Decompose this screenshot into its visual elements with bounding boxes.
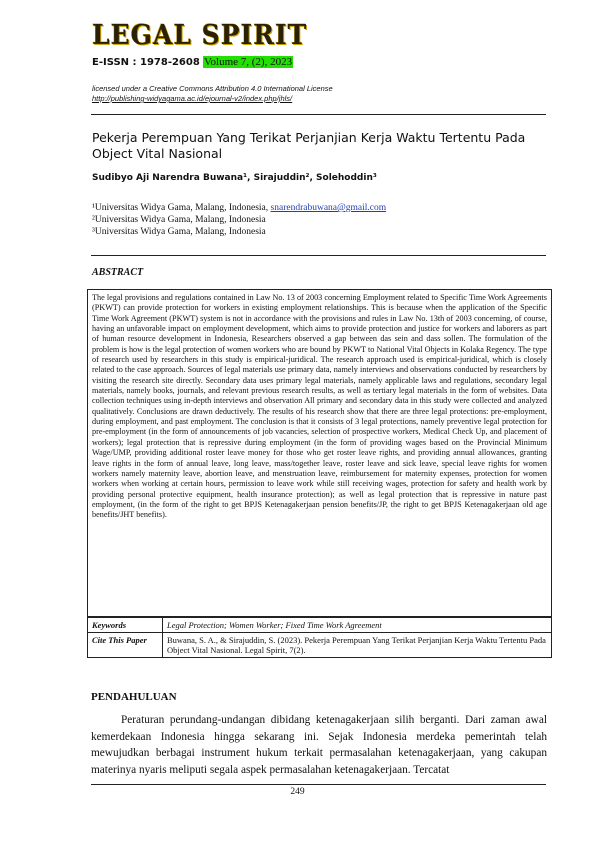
volume-badge: Volume 7, (2), 2023: [204, 56, 293, 68]
journal-url-link[interactable]: http://publishing-widyagama.ac.id/ejournal-v2/index.php/jhls/: [92, 94, 293, 103]
keywords-label: Keywords: [88, 618, 163, 633]
article-meta-table: [87, 617, 552, 658]
journal-masthead: LEGAL SPIRIT: [92, 19, 308, 51]
abstract-box: [87, 289, 552, 617]
author-email-link[interactable]: snarendrabuwana@gmail.com: [270, 203, 387, 213]
keywords-value: Legal Protection; Women Worker; Fixed Time Work Agreement: [163, 618, 552, 633]
license-text: licensed under a Creative Commons Attribution 4.0 International License: [92, 84, 333, 93]
cite-label: Cite This Paper: [88, 633, 163, 658]
cite-row: [88, 633, 552, 658]
section-title: PENDAHULUAN: [91, 691, 177, 703]
affiliation-2: ²Universitas Widya Gama, Malang, Indonesia: [92, 215, 266, 225]
abstract-top-divider: [91, 255, 546, 256]
page-number: 249: [290, 787, 305, 797]
issn-volume-line: [92, 56, 293, 68]
author-list: Sudibyo Aji Narendra Buwana¹, Sirajuddin², Solehoddin³: [92, 173, 377, 183]
issn: E-ISSN : 1978-2608: [92, 57, 200, 68]
footer-divider: [91, 784, 546, 785]
article-title: Pekerja Perempuan Yang Terikat Perjanjian Kerja Waktu Tertentu Pada Object Vital Nasional: [92, 130, 526, 161]
affiliation-1: ¹Universitas Widya Gama, Malang, Indonesia, snarendrabuwana@gmail.com: [92, 203, 387, 213]
intro-paragraph: Peraturan perundang-undangan dibidang ketenagakerjaan silih berganti. Dari zaman awal kemerdekaan Indonesia hingga sekarang ini. Sejak Indonesia merdeka pemerintah telah mewujudkan berbagai instrument hukum terkait permasalahan ketenagakerjaan, yang cakupan materinya nyaris meliputi segala aspek permasalahan ketenagakerjaan. Tercatat: [91, 714, 547, 776]
abstract-heading: ABSTRACT: [92, 267, 144, 278]
cite-value: Buwana, S. A., & Sirajuddin, S. (2023). Pekerja Perempuan Yang Terikat Perjanjian Kerja Waktu Tertentu Pada Object Vital Nasional. Legal Spirit, 7(2).: [163, 633, 552, 658]
abstract-text: The legal provisions and regulations contained in Law No. 13 of 2003 concerning Employment related to Specific Time Work Agreements (PKWT) can provide protection for workers in existing employment relationships. This is because when the application of the Specific Time Work Agreement (PKWT) system is not in accordance with the provisions and rules in Law No. 13th of 2003 concerning, of course, having an unfavorable impact on employment development, which aims to provide protection and justice for workers and laborers as part of human resource development in Indonesia, Researchers observed a gap between das sein and dass sollen. The formulation of the problem is how is the legal protection of women workers who are bound by PKWT to National Vital Objects in Kolaka Regency. The type of research used by researchers in this study is empirical-juridical. The research approach used is empirical-juridical, which is closely related to the case approach. Sources of legal materials use primary data, namely interviews and observations conducted by researchers by visiting the research site directly. Secondary data uses primary legal materials, namely applicable laws and regulations, secondary legal materials, namely books, journals, and relevant previous research results, as well as tertiary legal materials in the form of websites. Data collection techniques using in-depth interviews and observation All primary and secondary data in this study were collected and analyzed qualitatively. Conclusions are drawn deductively. The results of his research show that there are three legal protections: pre-employment, during employment, and past employment. The conclusion is that it consists of 3 legal protections, namely preventive legal protection for pre-employment (in the form of announcements of job vacancies, selection of prospective workers, Medical Check Up, and placement of workers); legal protection that is repressive during employment (in the form of providing wages based on the Provincial Minimum Wage/UMP, providing additional roster leave money for those who get roster leave rights, and providing annual allowances, granting leave rights in the form of annual leave, long leave, mass/together leave, roster leave and sick leave, special leave rights for women workers namely maternity leave, abortion leave, and menstruation leave, reimbursement for maternity expenses, protection for women workers when working at certain hours, permission to leave work while still receiving wages, protection for safety and health work by providing personal protective equipment, health insurance protection); as well as legal protection that is repressive in nature past employment, (in the form of the right to get BPJS Ketenagakerjaan pension benefits/JP, the right to get BPJS Ketenagakerjaan old age benefits/JHT benefits).: [92, 293, 547, 520]
header-divider: [91, 114, 546, 115]
affiliation-3: ³Universitas Widya Gama, Malang, Indonesia: [92, 227, 266, 237]
keywords-row: [88, 618, 552, 633]
